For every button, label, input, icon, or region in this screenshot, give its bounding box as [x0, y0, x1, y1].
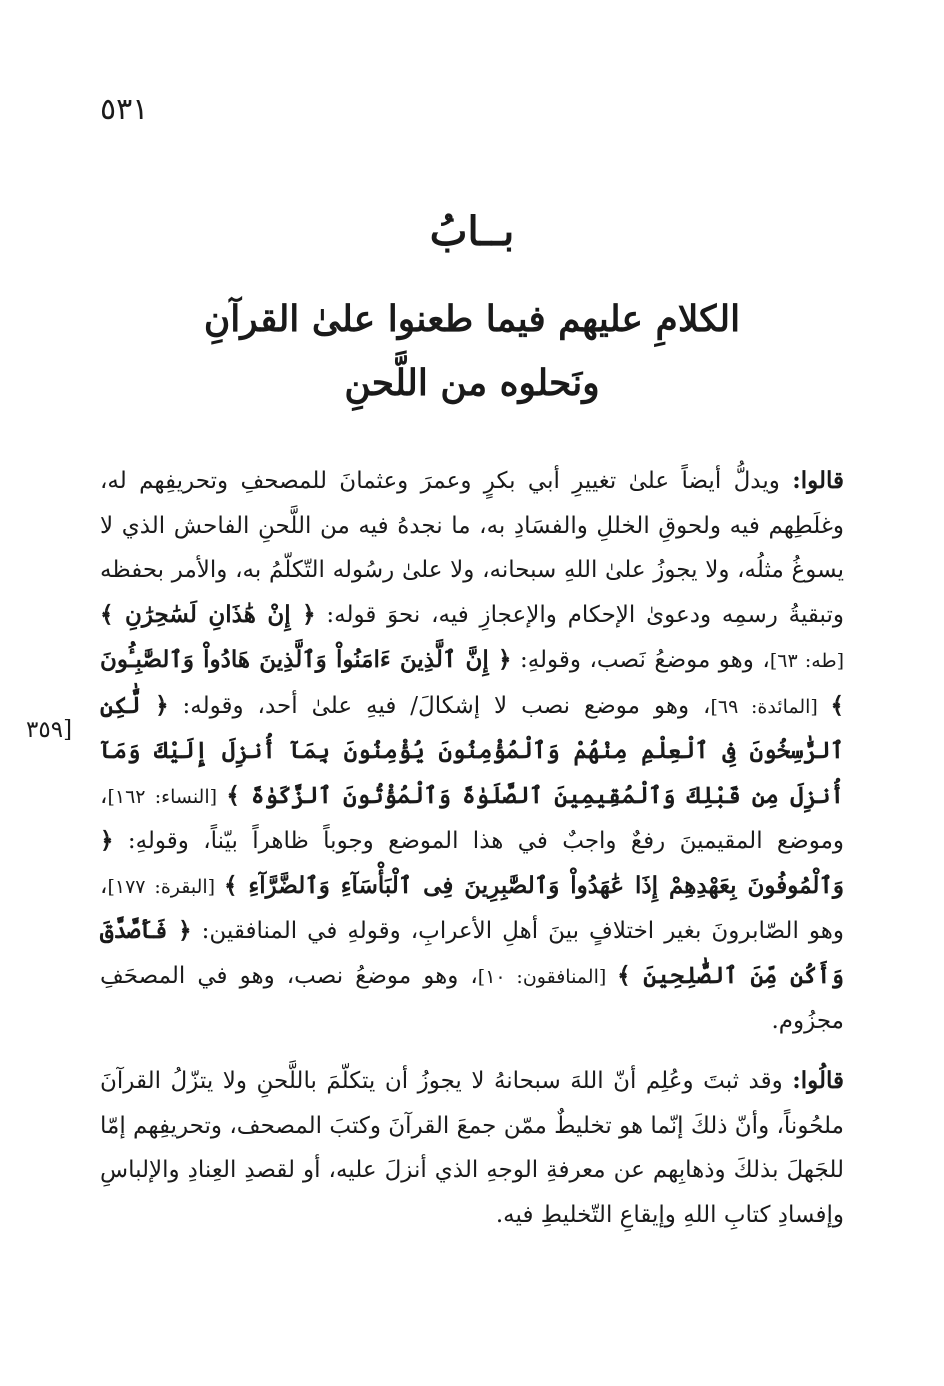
body-text: ، وهو موضعُ نَصب، وقولهِ:	[511, 647, 770, 673]
paragraph-1	[100, 459, 844, 1044]
page-number: ٥٣١	[100, 92, 149, 127]
body-text: ، وهو الصّابرونَ بغير اختلافٍ بينَ أهلِ الأعرابِ، وقولهِ في المنافقين:	[100, 872, 844, 944]
verse-citation: [طه: ٦٣]	[769, 650, 844, 672]
verse-citation: [المنافقون: ١٠]	[477, 965, 618, 988]
body-text: ويدلُّ أيضاً علىٰ تغييرِ أبي بكرٍ وعمرَ وعثمانَ للمصحفِ وتحريفِهم له، وغلَطِهم فيه ولحوقِ الخللِ والفسَادِ به، ما نجدهُ فيه من اللَّحنِ الفاحش الذي لا يسوغُ مثلُه، ولا يجوزُ علىٰ اللهِ سبحانه، ولا علىٰ رسُوله التّكلّمُ به، والأمر بحفظه وتبقيةُ رسمِه ودعوىٰ الإحكام والإعجازِ فيه، نحوَ قوله:	[100, 468, 844, 628]
margin-page-reference: [٣٥٩	[26, 717, 73, 743]
quran-verse: ﴿ وَٱلْمُوفُونَ بِعَهْدِهِمْ إِذَا عَٰهَدُواْ وَٱلصَّٰبِرِينَ فِى ٱلْبَأْسَآءِ وَٱلضَّرَّآءِ ﴾	[100, 827, 844, 899]
chapter-title-line-2: ونَحلوه من اللَّحنِ	[344, 362, 600, 404]
paragraph-lead: قالوا:	[792, 467, 844, 494]
chapter-label: بــابُ	[429, 208, 515, 255]
quran-verse: ﴿ فَأَصَّدَّقَ وَأَكُن مِّنَ ٱلصَّٰلِحِينَ ﴾	[100, 917, 844, 989]
quran-verse: ﴿ إِنَّ ٱلَّذِينَ ءَامَنُواْ وَٱلَّذِينَ هَادُواْ وَٱلصَّٰبِـُٔونَ ﴾	[100, 646, 844, 719]
body-text: ، وهو موضع نصب لا إشكالَ/ فيهِ علىٰ أحد، وقوله:	[168, 692, 711, 719]
body-text: ، وموضع المقيمينَ رفعٌ واجبٌ في هذا الموضع وجوباً ظاهراً بيّناً، وقولهِ:	[100, 782, 844, 854]
body-text: وقد ثبتَ وعُلِم أنّ اللهَ سبحانهُ لا يجوزُ أن يتكلّمَ باللَّحنِ ولا يتزّلُ القرآنَ ملحُوناً، وأنّ ذلكَ إنّما هو تخليطٌ ممّن جمعَ القرآنَ وكتبَ المصحف، وتحريفِهم إمّا للجَهلَ بذلكَ وذهابِهم عن معرفةِ الوجهِ الذي أنزلَ عليه، أو لقصدِ العِنادِ والإلباسِ وإفسادِ كتابِ اللهِ وإيقاعِ التّخليطِ فيه.	[100, 1068, 844, 1228]
body-text: ، وهو موضعُ نصب، وهو في المصحَفِ مجزُوم.	[100, 962, 844, 1034]
quran-verse: ﴿ لَّٰكِنِ ٱلرَّٰسِخُونَ فِى ٱلْعِلْمِ مِنْهُمْ وَٱلْمُؤْمِنُونَ يُؤْمِنُونَ بِمَآ أُنزِلَ إِلَيْكَ وَمَآ أُنزِلَ مِن قَبْلِكَ وَٱلْمُقِيمِينَ ٱلصَّلَوٰةَ وَٱلْمُؤْتُونَ ٱلزَّكَوٰةَ ﴾	[100, 691, 844, 809]
verse-citation: [البقرة: ١٧٧]	[107, 875, 225, 898]
paragraph-2	[100, 1059, 844, 1237]
verse-citation: [النساء: ١٦٢]	[107, 785, 227, 808]
verse-citation: [المائدة: ٦٩]	[710, 695, 831, 718]
quran-verse: ﴿ إِنْ هَٰذَانِ لَسَٰحِرَٰنِ ﴾	[100, 600, 316, 628]
paragraph-lead: قالُوا:	[792, 1067, 844, 1094]
chapter-title-line-1: الكلامِ عليهم فيما طعنوا علىٰ القرآنِ	[203, 298, 741, 340]
